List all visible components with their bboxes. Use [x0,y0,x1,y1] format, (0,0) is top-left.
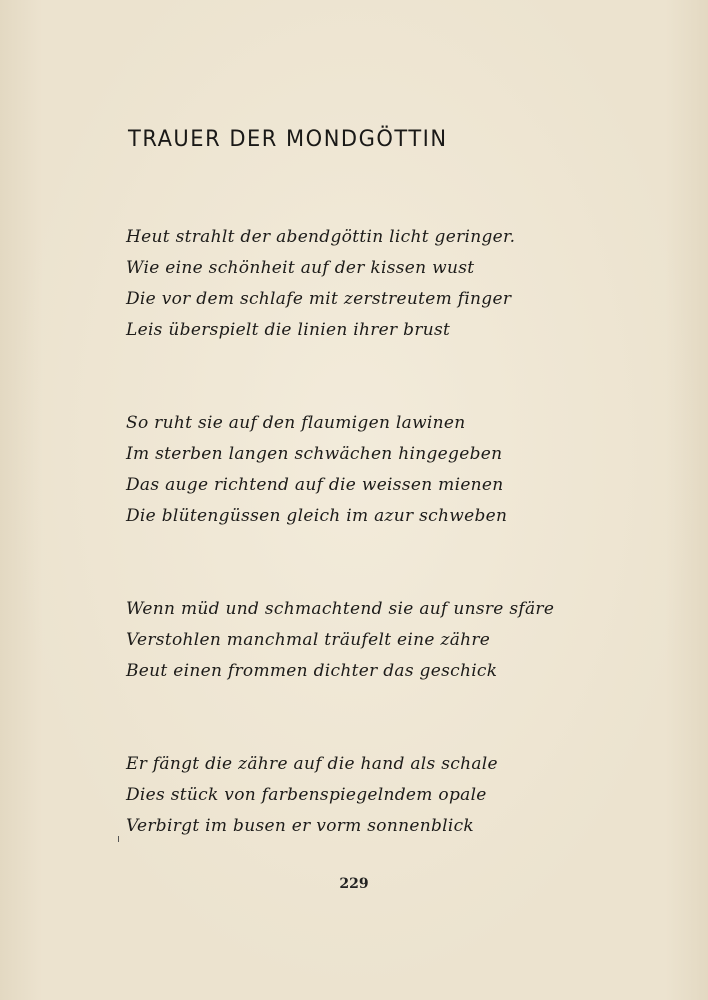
poem-line: Die blütengüssen gleich im azur schweben [126,506,508,526]
poem-line: Im sterben langen schwächen hingegeben [126,444,503,464]
poem-line: Beut einen frommen dichter das geschick [126,661,498,681]
poem-line: Das auge richtend auf die weissen mienen [126,475,504,495]
poem-line: Verbirgt im busen er vorm sonnenblick [126,816,475,836]
page-number: 229 [339,876,369,892]
poem-line: Die vor dem schlafe mit zerstreutem finger [126,289,512,309]
poem-line: Wie eine schönheit auf der kissen wust [126,258,475,278]
poem-title: TRAUER DER MONDGÖTTIN [128,126,448,152]
stanza-4 [126,749,498,842]
poem-line: Dies stück von farbenspiegelndem opale [126,785,487,805]
poem-line: Er fängt die zähre auf die hand als schale [126,754,498,774]
poem-line: Verstohlen manchmal träufelt eine zähre [126,630,491,650]
stanza-3 [126,594,554,687]
margin-mark [118,836,119,842]
stanza-1 [126,222,515,346]
poem-line: Leis überspielt die linien ihrer brust [126,320,451,340]
poem-line: Heut strahlt der abendgöttin licht geringer. [126,227,516,247]
stanza-2 [126,408,507,532]
poem-line: Wenn müd und schmachtend sie auf unsre sfäre [126,599,555,619]
poem-line: So ruht sie auf den flaumigen lawinen [126,413,466,433]
